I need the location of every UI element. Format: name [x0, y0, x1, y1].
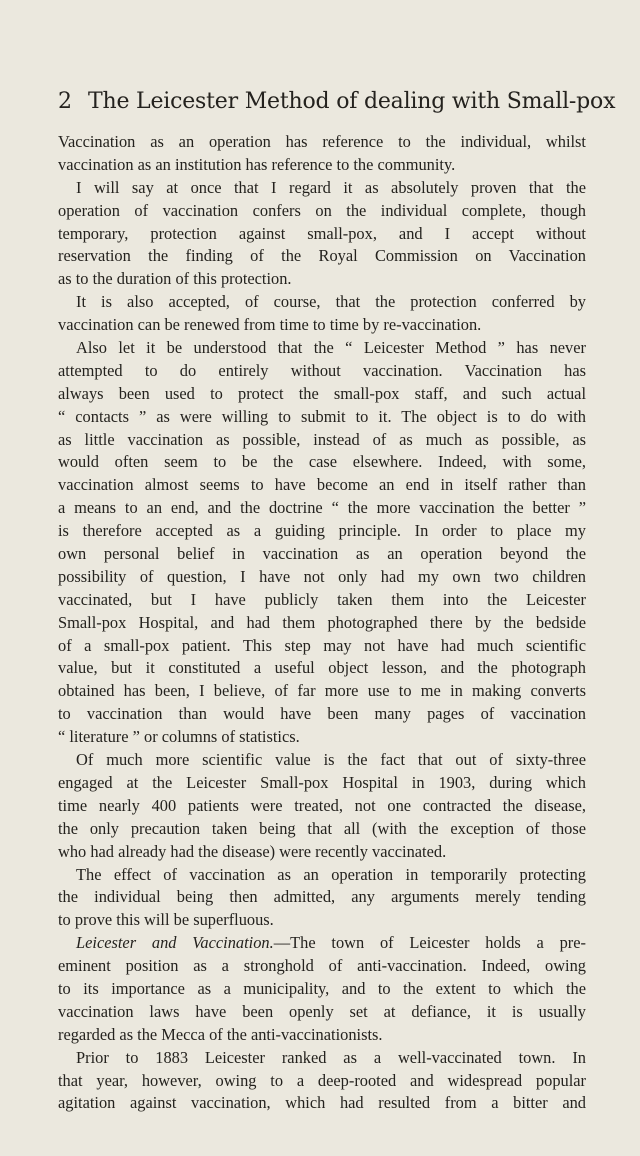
text-line [58, 520, 586, 543]
text-line [58, 657, 586, 680]
line-text: eminent position as a stronghold of anti-vaccination. Indeed, owing [58, 956, 586, 976]
text-line [58, 1024, 586, 1047]
line-text: attempted to do entirely without vaccination. Vaccination has [58, 360, 586, 380]
text-line [58, 864, 586, 887]
text-line [58, 543, 586, 566]
line-text: “ contacts ” as were willing to submit to it. The object is to do with [58, 406, 586, 426]
line-text: would often seem to be the case elsewhere. Indeed, with some, [58, 452, 586, 472]
text-line [58, 978, 586, 1001]
text-line [58, 406, 586, 429]
line-text: the individual being then admitted, any arguments merely tending [58, 887, 586, 907]
line-text: “ literature ” or columns of statistics. [58, 727, 300, 747]
text-line [58, 1070, 586, 1093]
line-text: Also let it be understood that the “ Leicester Method ” has never [76, 338, 586, 358]
text-line [58, 680, 586, 703]
text-line [58, 955, 586, 978]
line-text: always been used to protect the small-pox staff, and such actual [58, 383, 586, 403]
text-line [58, 223, 586, 246]
line-text: vaccination can be renewed from time to time by re-vaccination. [58, 315, 482, 335]
line-text: Small-pox Hospital, and had them photographed there by the bedside [58, 612, 586, 632]
line-text: engaged at the Leicester Small-pox Hospital in 1903, during which [58, 772, 586, 792]
line-text: vaccination almost seems to have become an end in itself rather than [58, 475, 586, 495]
text-line [58, 886, 586, 909]
text-line [58, 726, 586, 749]
italic-heading: Leicester and Vaccination. [76, 933, 274, 953]
line-text: to prove this will be superfluous. [58, 910, 274, 930]
line-text: to its importance as a municipality, and to the extent to which the [58, 978, 586, 998]
text-line [58, 772, 586, 795]
line-text: regarded as the Mecca of the anti-vaccinationists. [58, 1024, 383, 1044]
text-line [58, 314, 586, 337]
text-line [58, 589, 586, 612]
text-line [58, 497, 586, 520]
line-text: Of much more scientific value is the fact that out of sixty-three [76, 750, 586, 770]
line-text: Prior to 1883 Leicester ranked as a well-vaccinated town. In [76, 1047, 586, 1067]
line-text: a means to an end, and the doctrine “ the more vaccination the better ” [58, 498, 586, 518]
line-text: as little vaccination as possible, instead of as much as possible, as [58, 429, 586, 449]
text-line [58, 566, 586, 589]
line-text: —The town of Leicester holds a pre- [273, 933, 587, 953]
line-text: Vaccination as an operation has reference to the individual, whilst [58, 132, 586, 151]
text-line [58, 932, 586, 955]
line-text: It is also accepted, of course, that the protection conferred by [76, 292, 586, 312]
text-line [58, 360, 586, 383]
line-text: vaccinated, but I have publicly taken them into the Leicester [58, 589, 586, 609]
text-line [58, 909, 586, 932]
text-line [58, 1047, 586, 1070]
page-number: 2 [58, 89, 72, 114]
line-text: who had already had the disease) were recently vaccinated. [58, 841, 447, 861]
line-text: temporary, protection against small-pox, and I accept without [58, 223, 586, 243]
text-line [58, 177, 586, 200]
line-text: of a small-pox patient. This step may not have had much scientific [58, 635, 586, 655]
line-text: as to the duration of this protection. [58, 269, 292, 289]
text-line [58, 703, 586, 726]
text-line [58, 1092, 586, 1115]
line-text: the only precaution taken being that all (with the exception of those [58, 818, 586, 838]
line-text: time nearly 400 patients were treated, not one contracted the disease, [58, 795, 586, 815]
running-header [58, 88, 616, 116]
text-line [58, 474, 586, 497]
text-line [58, 154, 586, 177]
line-text: agitation against vaccination, which had resulted from a bitter and [58, 1093, 586, 1113]
text-line [58, 131, 586, 154]
line-text: is therefore accepted as a guiding principle. In order to place my [58, 521, 586, 541]
text-line [58, 612, 586, 635]
line-text: value, but it constituted a useful object lesson, and the photograph [58, 658, 586, 678]
body-text [58, 131, 586, 1115]
line-text: reservation the finding of the Royal Commission on Vaccination [58, 246, 586, 266]
text-line [58, 635, 586, 658]
text-line [58, 451, 586, 474]
text-line [58, 841, 586, 864]
line-text: operation of vaccination confers on the individual complete, though [58, 200, 586, 220]
running-title: The Leicester Method of dealing with Small-pox [88, 89, 616, 114]
line-text: to vaccination than would have been many pages of vaccination [58, 704, 586, 724]
text-line [58, 749, 586, 772]
line-text: The effect of vaccination as an operation in temporarily protecting [76, 864, 586, 884]
line-text: obtained has been, I believe, of far more use to me in making converts [58, 681, 586, 701]
text-line [58, 429, 586, 452]
text-line [58, 337, 586, 360]
text-line [58, 291, 586, 314]
line-text: own personal belief in vaccination as an operation beyond the [58, 544, 586, 564]
text-line [58, 818, 586, 841]
line-text: vaccination as an institution has reference to the community. [58, 154, 456, 174]
line-text: vaccination laws have been openly set at defiance, it is usually [58, 1001, 586, 1021]
text-line [58, 268, 586, 291]
text-line [58, 1001, 586, 1024]
line-text: I will say at once that I regard it as absolutely proven that the [76, 177, 586, 197]
line-text: that year, however, owing to a deep-rooted and widespread popular [58, 1070, 586, 1090]
text-line [58, 383, 586, 406]
text-line [58, 200, 586, 223]
line-text: possibility of question, I have not only had my own two children [58, 566, 586, 586]
text-line [58, 795, 586, 818]
text-line [58, 245, 586, 268]
